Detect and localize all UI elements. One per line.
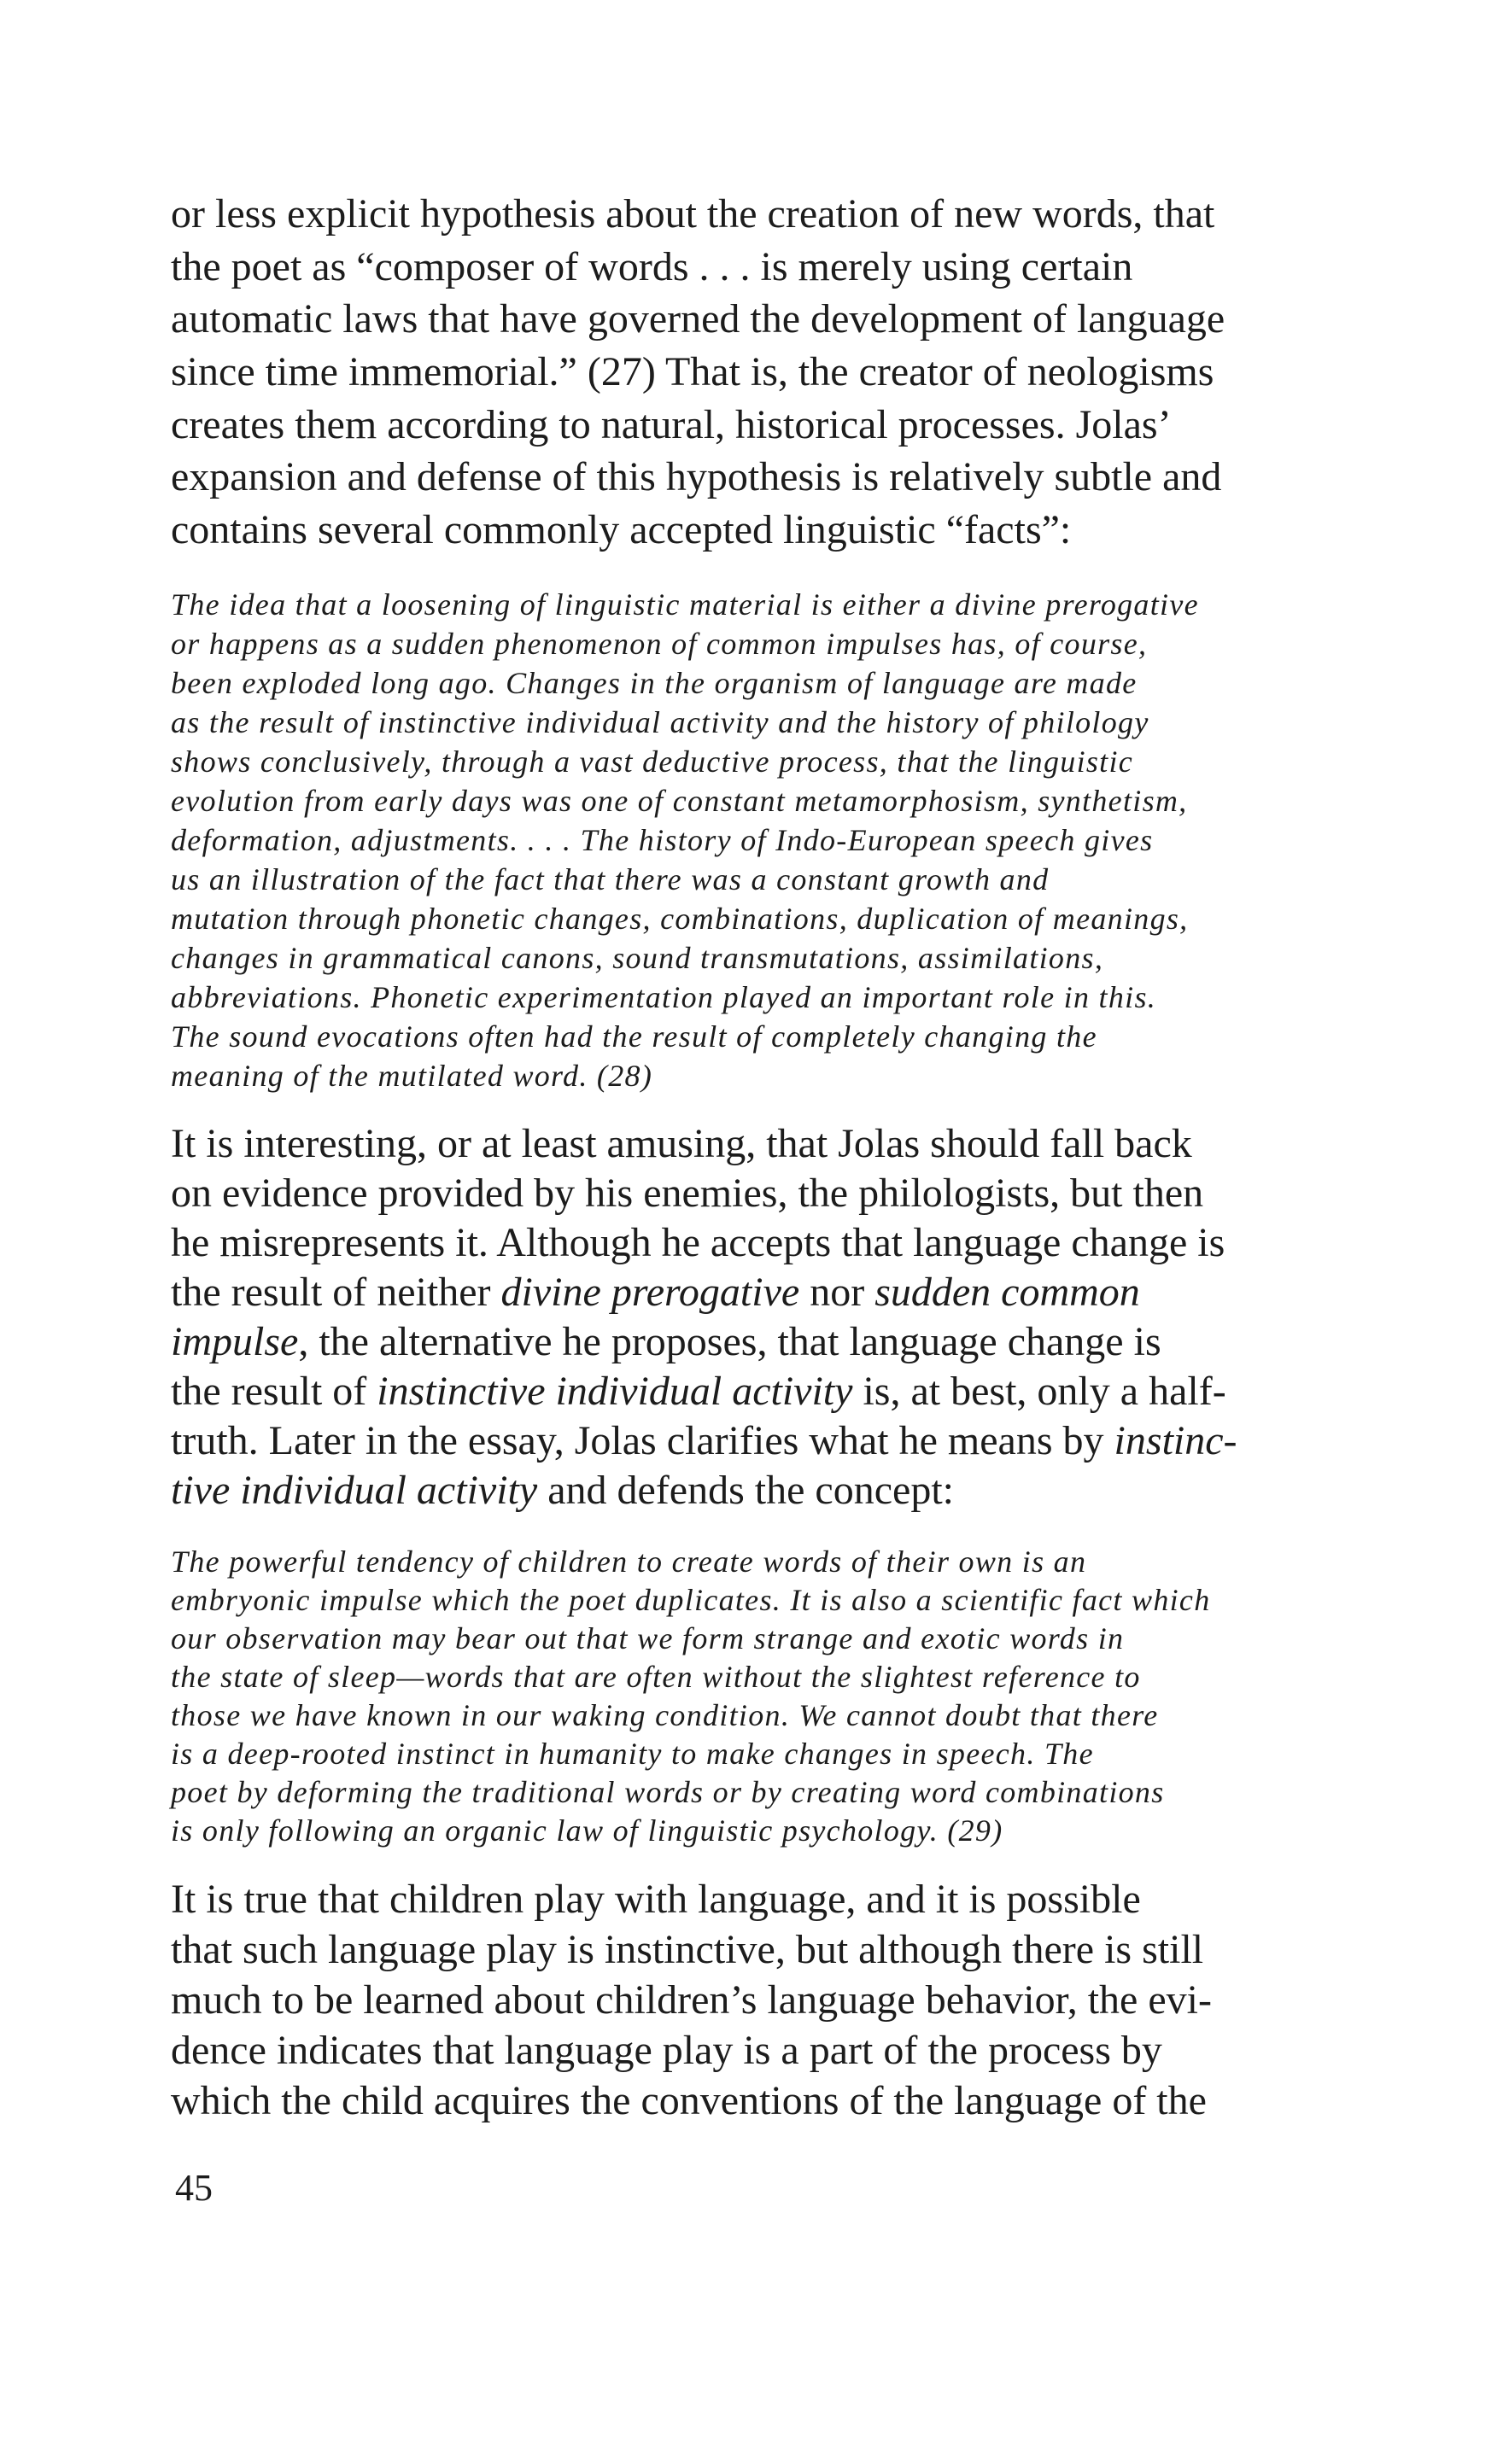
text-line: he misrepresents it. Although he accepts that language change is — [171, 1220, 1225, 1265]
quote-line: those we have known in our waking condition. We cannot doubt that there — [171, 1698, 1159, 1732]
text-run: the result of — [171, 1369, 377, 1414]
text-line — [171, 1268, 1140, 1317]
quote-line: the state of sleep—words that are often without the slightest reference to — [171, 1660, 1141, 1694]
emphasis: sudden common — [874, 1270, 1140, 1315]
quote-line: meaning of the mutilated word. (28) — [171, 1059, 653, 1093]
text-line: expansion and defense of this hypothesis is relatively subtle and — [171, 454, 1222, 499]
text-line: automatic laws that have governed the development of language — [171, 296, 1225, 342]
quote-line: been exploded long ago. Changes in the organism of language are made — [171, 666, 1138, 700]
text-line: which the child acquires the conventions of the language of the — [171, 2078, 1207, 2123]
quote-line: mutation through phonetic changes, combinations, duplication of meanings, — [171, 902, 1189, 936]
quote-line: evolution from early days was one of constant metamorphosism, synthetism, — [171, 784, 1188, 818]
quote-line: as the result of instinctive individual activity and the history of philology — [171, 705, 1149, 739]
quote-line: our observation may bear out that we form strange and exotic words in — [171, 1621, 1125, 1655]
quote-line: The sound evocations often had the result of completely changing the — [171, 1019, 1097, 1054]
text-line: since time immemorial.” (27) That is, the creator of neologisms — [171, 349, 1214, 394]
text-line — [171, 1466, 954, 1515]
quote-line: changes in grammatical canons, sound transmutations, assimilations, — [171, 941, 1104, 975]
quote-line: abbreviations. Phonetic experimentation played an important role in this. — [171, 980, 1157, 1014]
text-line — [171, 1416, 1237, 1466]
quote-line: us an illustration of the fact that there was a constant growth and — [171, 862, 1050, 896]
text-line: creates them according to natural, historical processes. Jolas’ — [171, 402, 1172, 447]
text-line: It is true that children play with language, and it is possible — [171, 1877, 1141, 1922]
text-run: and defends the concept: — [537, 1468, 954, 1513]
page-number: 45 — [175, 2167, 213, 2209]
emphasis: instinc- — [1114, 1418, 1237, 1463]
emphasis: tive individual activity — [171, 1468, 538, 1513]
quote-line: is a deep-rooted instinct in humanity to make changes in speech. The — [171, 1737, 1094, 1771]
text-line: or less explicit hypothesis about the creation of new words, that — [171, 191, 1215, 236]
emphasis: instinctive individual activity — [377, 1369, 853, 1414]
emphasis: impulse — [171, 1319, 299, 1364]
text-run: , the alternative he proposes, that language change is — [298, 1319, 1161, 1364]
quote-line: embryonic impulse which the poet duplicates. It is also a scientific fact which — [171, 1583, 1211, 1617]
text-line — [171, 1367, 1226, 1416]
quote-line: is only following an organic law of linguistic psychology. (29) — [171, 1813, 1003, 1848]
emphasis: divine prerogative — [500, 1270, 800, 1315]
quote-line: The idea that a loosening of linguistic material is either a divine prerogative — [171, 587, 1199, 622]
text-line: contains several commonly accepted linguistic “facts”: — [171, 507, 1072, 552]
text-line: dence indicates that language play is a part of the process by — [171, 2028, 1162, 2073]
text-run: nor — [799, 1270, 875, 1315]
text-line: much to be learned about children’s language behavior, the evi- — [171, 1977, 1212, 2023]
quote-line: deformation, adjustments. . . . The history of Indo-European speech gives — [171, 823, 1154, 857]
quote-line: or happens as a sudden phenomenon of common impulses has, of course, — [171, 627, 1148, 661]
text-line: It is interesting, or at least amusing, that Jolas should fall back — [171, 1121, 1192, 1166]
quote-line: poet by deforming the traditional words or by creating word combinations — [171, 1775, 1165, 1809]
text-run: is, at best, only a half- — [852, 1369, 1226, 1414]
text-line: on evidence provided by his enemies, the philologists, but then — [171, 1171, 1204, 1216]
text-line: that such language play is instinctive, but although there is still — [171, 1927, 1204, 1972]
text-run: truth. Later in the essay, Jolas clarifies what he means by — [171, 1418, 1114, 1463]
quote-line: shows conclusively, through a vast deductive process, that the linguistic — [171, 744, 1134, 779]
text-line — [171, 1317, 1161, 1367]
text-run: the result of neither — [171, 1270, 501, 1315]
text-line: the poet as “composer of words . . . is merely using certain — [171, 244, 1133, 289]
quote-line: The powerful tendency of children to create words of their own is an — [171, 1544, 1087, 1579]
